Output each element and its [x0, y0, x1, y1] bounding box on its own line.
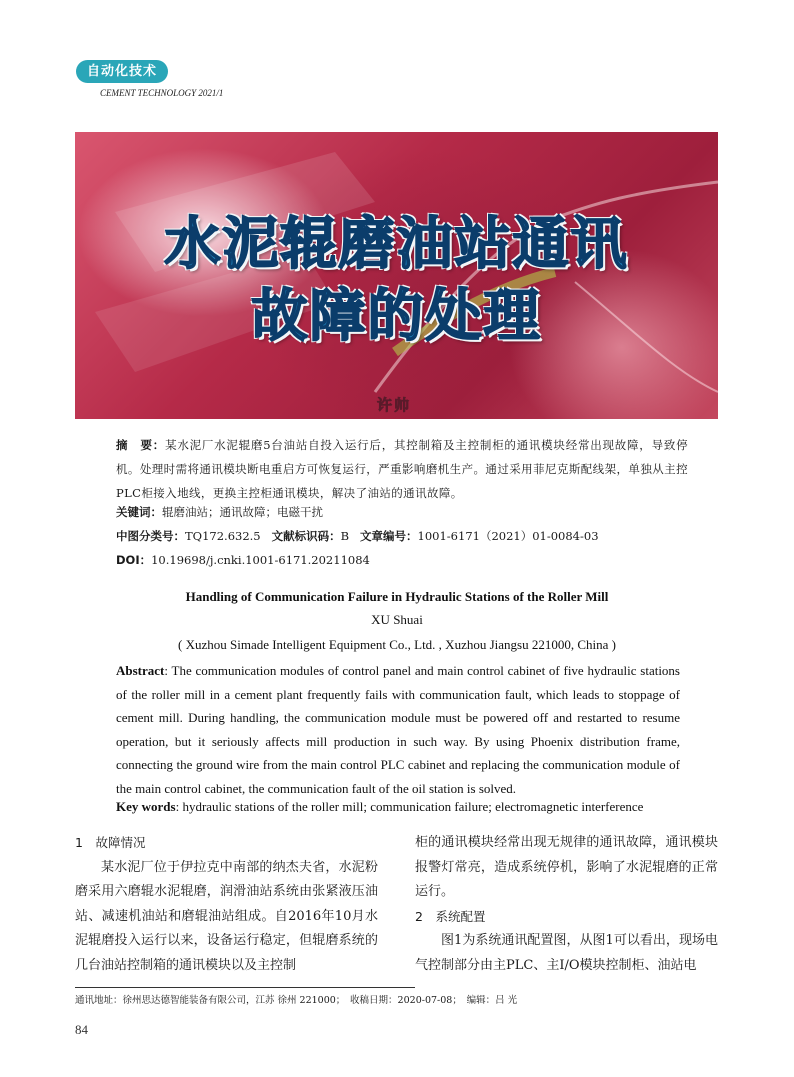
chinese-keywords	[116, 504, 323, 520]
clc-value: TQ172.632.5	[185, 529, 261, 543]
page-number: 84	[75, 1022, 88, 1037]
section-2-paragraph: 图1为系统通讯配置图，从图1可以看出，现场电气控制部分由主PLC、主I/O模块控制柜、油站电	[415, 933, 718, 973]
abstract-text: 某水泥厂水泥辊磨5台油站自投入运行后，其控制箱及主控制柜的通讯模块经常出现故障，导致停机。处理时需将通讯模块断电重启方可恢复运行，严重影响磨机生产。通过采用菲尼克斯配线架，单独从主控PLC柜接入地线，更换主控柜通讯模块，解决了油站的通讯故障。	[116, 438, 688, 500]
english-author: XU Shuai	[371, 612, 423, 627]
article-no-label: 文章编号：	[360, 529, 418, 543]
doi-label: DOI：	[116, 553, 152, 567]
clc-label: 中图分类号：	[116, 529, 185, 543]
title-line-1: 水泥辊磨油站通讯	[164, 212, 629, 277]
section-1-continuation: 柜的通讯模块经常出现无规律的通讯故障，通讯模块报警灯常亮，造成系统停机，影响了水泥辊磨的正常运行。	[415, 835, 718, 899]
chinese-abstract	[116, 433, 688, 505]
section-1-paragraph: 某水泥厂位于伊拉克中南部的纳杰夫省，水泥粉磨采用六磨辊水泥辊磨，润滑油站系统由张紧液压油站、减速机油站和磨辊油站组成。自2016年10月水泥辊磨投入运行以来，设备运行稳定，但辊磨系统的几台油站控制箱的通讯模块以及主控制	[75, 859, 378, 973]
english-abstract-label: Abstract	[116, 663, 165, 678]
footnote: 通讯地址：徐州思达德智能装备有限公司，江苏 徐州 221000； 收稿日期：2020-07-08； 编辑：吕 光	[75, 995, 518, 1006]
doi-line	[116, 552, 370, 568]
english-affiliation: ( Xuzhou Simade Intelligent Equipment Co., Ltd. , Xuzhou Jiangsu 221000, China )	[178, 637, 616, 652]
english-title: Handling of Communication Failure in Hydraulic Stations of the Roller Mill	[185, 589, 609, 604]
title-line-2: 故障的处理	[251, 284, 542, 349]
section-tag: 自动化技术	[76, 60, 168, 83]
keywords-label: 关键词：	[116, 505, 162, 519]
keywords-text: 辊磨油站；通讯故障；电磁干扰	[162, 505, 323, 519]
classification-line	[116, 528, 599, 544]
title-banner	[75, 132, 718, 419]
body-column-right	[415, 831, 718, 978]
article-no-value: 1001-6171（2021）01-0084-03	[417, 529, 599, 543]
doc-code-value: B	[340, 529, 350, 543]
english-keywords-text: : hydraulic stations of the roller mill; communication failure; electromagnetic interference	[175, 799, 644, 814]
english-keywords	[116, 799, 643, 815]
footnote-divider	[75, 987, 415, 988]
section-1-heading: 1 故障情况	[75, 835, 146, 850]
abstract-label: 摘 要：	[116, 438, 166, 452]
doi-value: 10.19698/j.cnki.1001-6171.20211084	[151, 553, 370, 567]
journal-running-head: CEMENT TECHNOLOGY 2021/1	[100, 88, 224, 98]
body-column-left	[75, 831, 378, 978]
section-2-heading: 2 系统配置	[415, 908, 486, 924]
banner-author: 许帅	[377, 396, 412, 414]
english-keywords-label: Key words	[116, 799, 176, 814]
doc-code-label: 文献标识码：	[271, 529, 341, 543]
english-abstract-text: : The communication modules of control panel and main control cabinet of five hydraulic stations of the roller mill in a cement plant frequently fails with communication fault, which leads to stoppage of cement mill. During handling, the communication module must be powered off and restarted to resume operation, but it seriously affects mill production in such way. By using Phoenix distribution frame, connecting the ground wire from the main control PLC cabinet and replacing the communication module of the main control cabinet, the communication fault of the oil station is solved.	[116, 663, 680, 796]
english-abstract	[116, 659, 680, 800]
